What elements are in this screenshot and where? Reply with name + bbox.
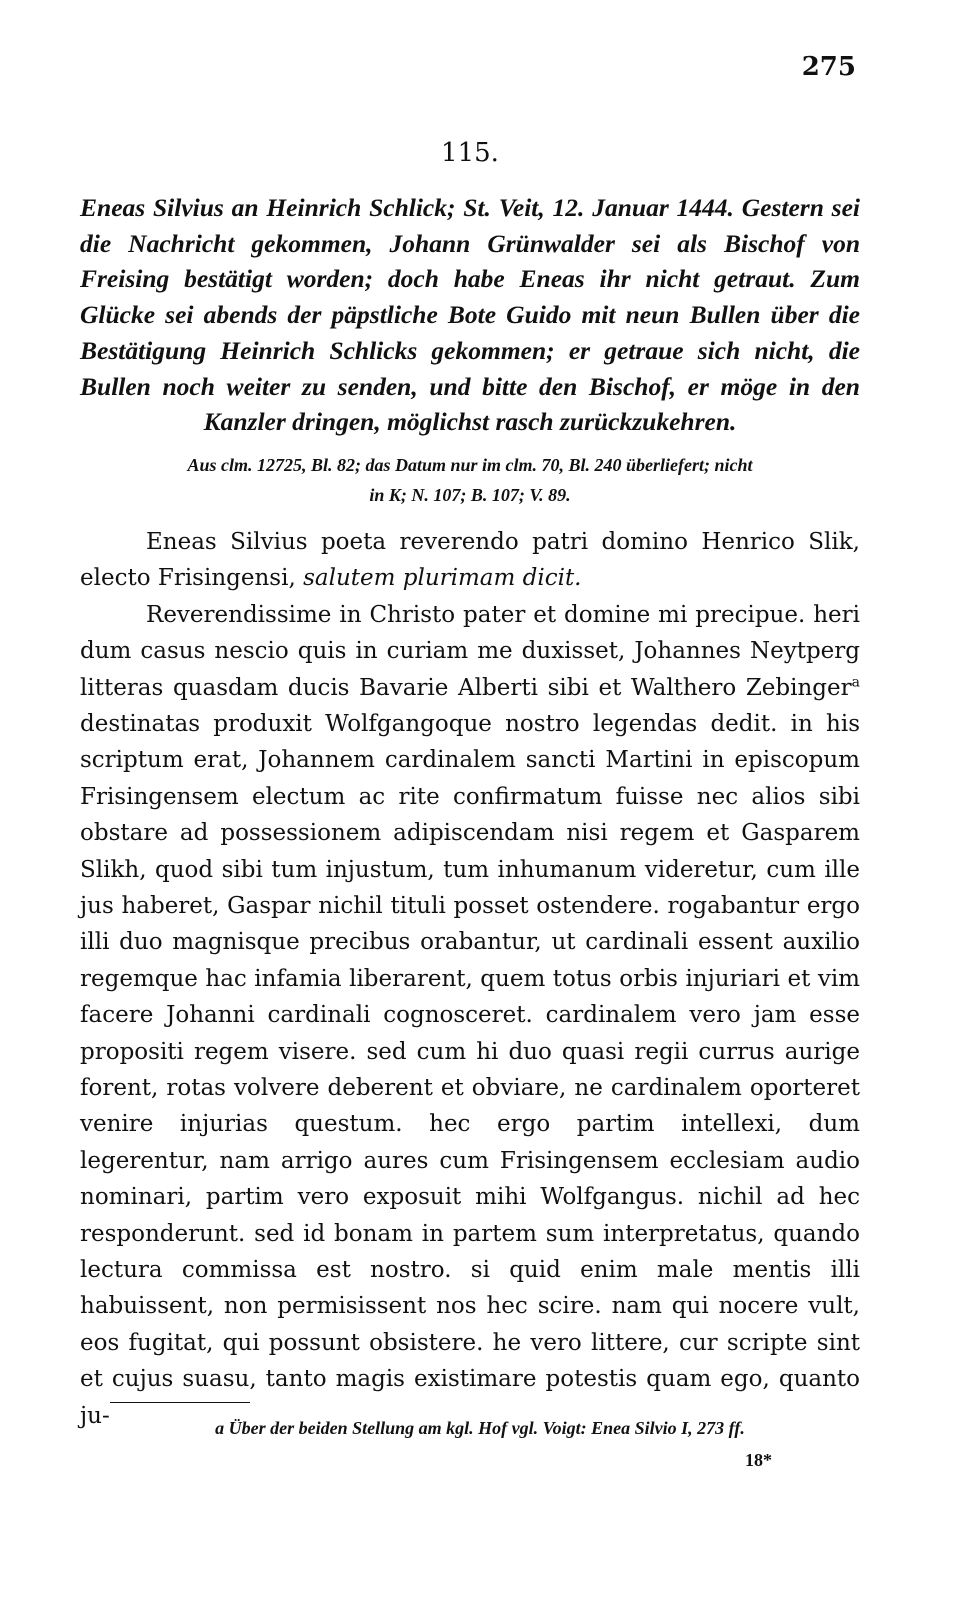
page-number: 275: [801, 52, 856, 82]
salutation-greeting: salutem plurimam dicit.: [303, 565, 582, 592]
letter-body: [80, 524, 860, 1434]
source-note-line-2: in K; N. 107; B. 107; V. 89.: [369, 484, 571, 505]
main-text-part-1: Reverendissime in Christo pater et domine mi precipue. heri dum casus nescio quis in curiam me duxisset, Johannes Neytperg litteras quasdam ducis Bavarie Alberti sibi et Walthero Zebinger: [80, 601, 860, 701]
source-note: [90, 450, 850, 510]
footnote-reference: a: [851, 673, 860, 690]
salutation-text: Eneas Silvius poeta reverendo patri domino Henrico Slik, electo Frisingensi,: [80, 528, 860, 592]
main-text-part-2: destinatas produxit Wolfgangoque nostro legendas dedit. in his scriptum erat, Johannem cardinalem sancti Martini in episcopum Frisingensem electum ac rite confirmatum fuisse nec alios sibi obstare ad possessionem adipiscendam nisi regem et Gasparem Slikh, quod sibi tum injustum, tum inhumanum videretur, cum ille jus haberet, Gaspar nichil tituli posset ostendere. rogabantur ergo illi duo magnisque precibus orabantur, ut cardinali essent auxilio regemque hac infamia liberarent, quem totus orbis injuriari et vim facere Johanni cardinali cognosceret. cardinalem vero jam esse propositi regem visere. sed cum hi duo quasi regii currus aurige forent, rotas volvere deberent et obviare, ne cardinalem oporteret venire injurias questum. hec ergo partim intellexi, dum legerentur, nam arrigo aures cum Frisingensem ecclesiam audio nominari, partim vero exposuit mihi Wolfgangus. nichil ad hec responderunt. sed id bonam in partem sum interpretatus, quando lectura commissa est nostro. si quid enim male mentis illi habuissent, non permisissent nos hec scire. nam qui nocere vult, eos fugitat, qui possunt obsistere. he vero littere, cur scripte sint et cujus suasu, tanto magis existimare potestis quam ego, quanto ju-: [80, 710, 860, 1429]
source-note-line-1: Aus clm. 12725, Bl. 82; das Datum nur im clm. 70, Bl. 240 überliefert; nicht: [187, 454, 753, 475]
letter-summary: Eneas Silvius an Heinrich Schlick; St. Veit, 12. Januar 1444. Gestern sei die Nachricht gekommen, Johann Grünwalder sei als Bischof von Freising bestätigt worden; doch habe Eneas ihr nicht getraut. Zum Glücke sei abends der päpstliche Bote Guido mit neun Bullen über die Bestätigung Heinrich Schlicks gekommen; er getraue sich nicht, die Bullen noch weiter zu senden, und bitte den Bischof, er möge in den Kanzler dringen, möglichst rasch zurückzukehren.: [80, 193, 860, 437]
footnote-divider: [110, 1402, 250, 1403]
footnote-text: a Über der beiden Stellung am kgl. Hof vgl. Voigt: Enea Silvio I, 273 ff.: [215, 1418, 745, 1438]
salutation-paragraph: [80, 524, 860, 597]
signature-mark: 18*: [745, 1450, 772, 1470]
letter-number: 115.: [441, 138, 499, 168]
main-paragraph: [80, 597, 860, 1434]
